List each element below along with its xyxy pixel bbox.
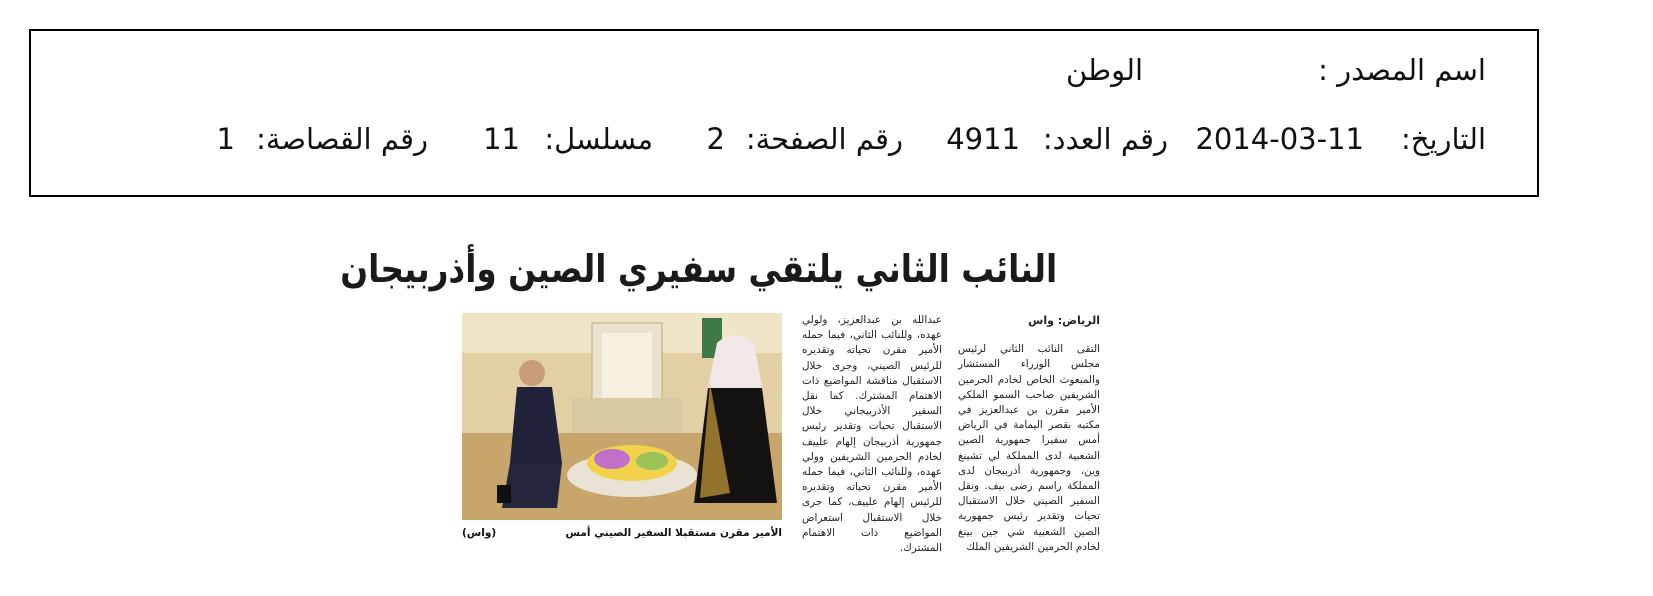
date-label: التاريخ: [1400,122,1486,156]
date-value: 2014-03-11 [1195,122,1364,156]
photo-caption: الأمير مقرن مستقبلا السفير الصيني أمس [565,527,782,539]
clip-label: رقم القصاصة: [256,122,428,156]
article-body-column-2: عبدالله بن عبدالعزيز، ولولي عهده، وللنائب الثاني، فيما حمله الأمير مقرن تحياته وتقديره للرئيس الصيني، وجرى خلال الاستقبال مناقشة المواضيع ذات الاهتمام المشترك. كما نقل السفير الأذربيجاني خلال الاستقبال تحيات وتقدير رئيس جمهورية أذربيجان إلهام علييف لخادم الحرمين الشريفين وولي عهده، وللنائب الثاني، فيما حمله الأمير مقرن تحياته وتقديره للرئيس إلهام علييف، كما جرى خلال الاستقبال استعراض المواضيع ذات الاهتمام المشترك. [802,314,942,555]
source-label: اسم المصدر : [1318,53,1486,87]
article-dateline: الرياض: واس [1028,314,1100,327]
issue-value: 4911 [946,122,1020,156]
photo-illustration [462,313,782,520]
source-value: الوطن [1065,53,1143,87]
newspaper-clipping [340,247,1102,555]
article-column-middle [802,313,942,556]
serial-label: مسلسل: [544,122,653,156]
page-label: رقم الصفحة: [745,122,903,156]
photo-credit: (واس) [462,527,497,539]
article-headline: النائب الثاني يلتقي سفيري الصين وأذربيجان [340,247,1058,291]
article-photo [462,313,782,520]
clip-value: 1 [216,122,235,156]
article-column-right [958,313,1100,555]
clipping-metadata-box [29,29,1539,197]
article-body-column-1: التقى النائب الثاني لرئيس مجلس الوزراء المستشار والمبعوث الخاص لخادم الحرمين الشريفين صاحب السمو الملكي الأمير مقرن بن عبدالعزيز في مكتبه بقصر اليمامة في الرياض أمس سفيرا جمهورية الصين الشعبية لدى المملكة لي تشينغ وين، وجمهورية أذربيجان لدى المملكة راسم رضى بيف. ونقل السفير الصيني خلال الاستقبال تحيات وتقدير رئيس جمهورية الصين الشعبية شي جين بينغ لخادم الحرمين الشريفين الملك [958,343,1100,553]
issue-label: رقم العدد: [1042,122,1168,156]
serial-value: 11 [483,122,520,156]
page-value: 2 [706,122,725,156]
